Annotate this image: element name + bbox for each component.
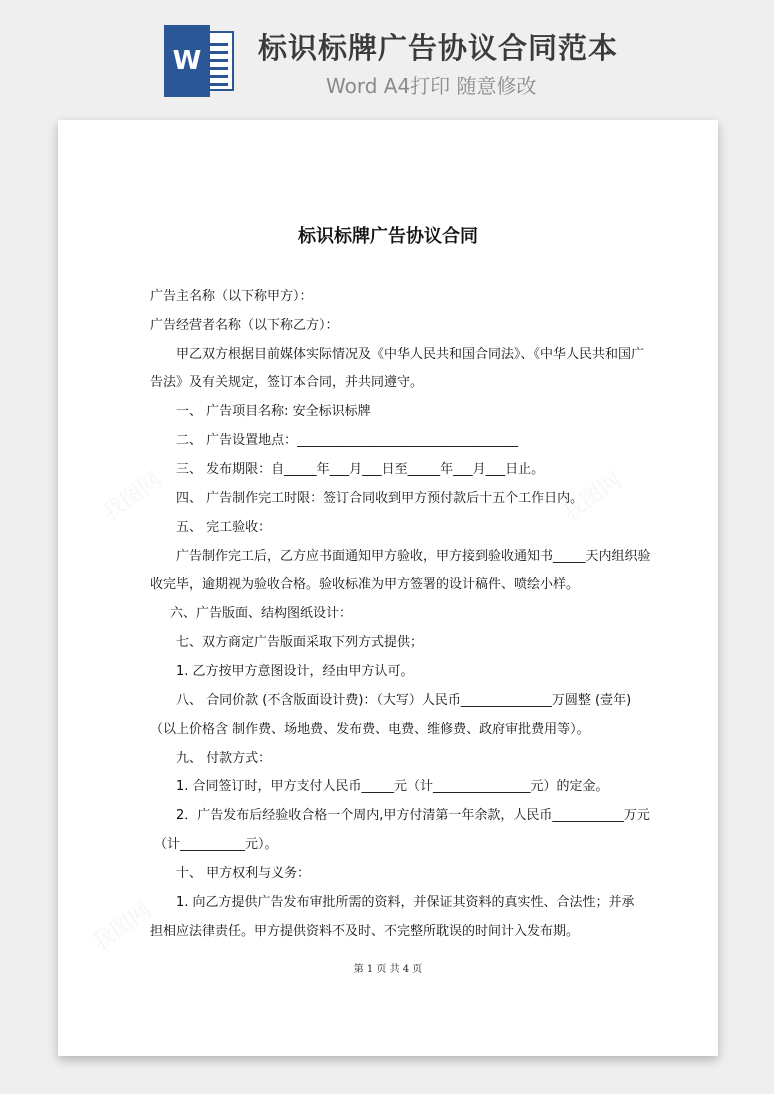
word-icon-letter: W [164, 25, 210, 97]
text-line: 广告制作完工后，乙方应书面通知甲方验收，甲方接到验收通知书_____天内组织验 [176, 549, 651, 564]
page-number: 第 1 页 共 4 页 [353, 964, 423, 975]
text-line: 1. 向乙方提供广告发布审批所需的资料，并保证其资料的真实性、合法性；并承 [176, 895, 635, 910]
text-line: 八、 合同价款 (不含版面设计费)：（大写）人民币______________万圆整 (壹年) [176, 693, 632, 708]
text-line: 二、 广告设置地点：__________________________________ [176, 433, 519, 448]
text-line: 一、 广告项目名称: 安全标识标牌 [176, 404, 371, 419]
word-document-icon [164, 25, 236, 97]
text-line: 2．广告发布后经验收合格一个周内,甲方付清第一年余款，人民币___________万元 [176, 808, 650, 823]
header-banner [0, 0, 774, 110]
text-line: 四、 广告制作完工时限：签订合同收到甲方预付款后十五个工作日内。 [176, 491, 584, 506]
text-line: （计__________元）。 [154, 837, 278, 852]
text-line: 九、 付款方式： [176, 751, 272, 766]
text-line: （以上价格含 制作费、场地费、发布费、电费、维修费、政府审批费用等）。 [150, 722, 590, 737]
header-subtitle: Word A4打印 随意修改 [326, 74, 537, 98]
watermark: 我图网 [97, 467, 167, 527]
text-line: 广告主名称（以下称甲方）： [150, 289, 313, 304]
watermark: 我图网 [557, 467, 627, 527]
text-line: 收完毕，逾期视为验收合格。验收标准为甲方签署的设计稿件、喷绘小样。 [150, 577, 580, 592]
document-title: 标识标牌广告协议合同 [298, 226, 478, 247]
text-line: 广告经营者名称（以下称乙方）： [150, 318, 339, 333]
text-line: 三、 发布期限：自_____年___月___日至_____年___月___日止。 [176, 462, 545, 477]
document-page [58, 120, 718, 1056]
text-line: 六、广告版面、结构图纸设计： [170, 606, 353, 621]
text-line: 1. 合同签订时，甲方支付人民币_____元（计_______________元）的定金。 [176, 779, 609, 794]
text-line: 七、双方商定广告版面采取下列方式提供； [176, 635, 424, 650]
text-line: 1. 乙方按甲方意图设计，经由甲方认可。 [176, 664, 414, 679]
text-line: 担相应法律责任。甲方提供资料不及时、不完整所耽误的时间计入发布期。 [150, 924, 580, 939]
text-line: 五、 完工验收： [176, 520, 272, 535]
text-line: 十、 甲方权利与义务： [176, 866, 311, 881]
watermark: 我图网 [87, 897, 157, 957]
header-title: 标识标牌广告协议合同范本 [258, 31, 619, 65]
text-line: 告法》及有关规定，签订本合同，并共同遵守。 [150, 375, 424, 390]
text-line: 甲乙双方根据目前媒体实际情况及《中华人民共和国合同法》、《中华人民共和国广 [176, 347, 645, 362]
